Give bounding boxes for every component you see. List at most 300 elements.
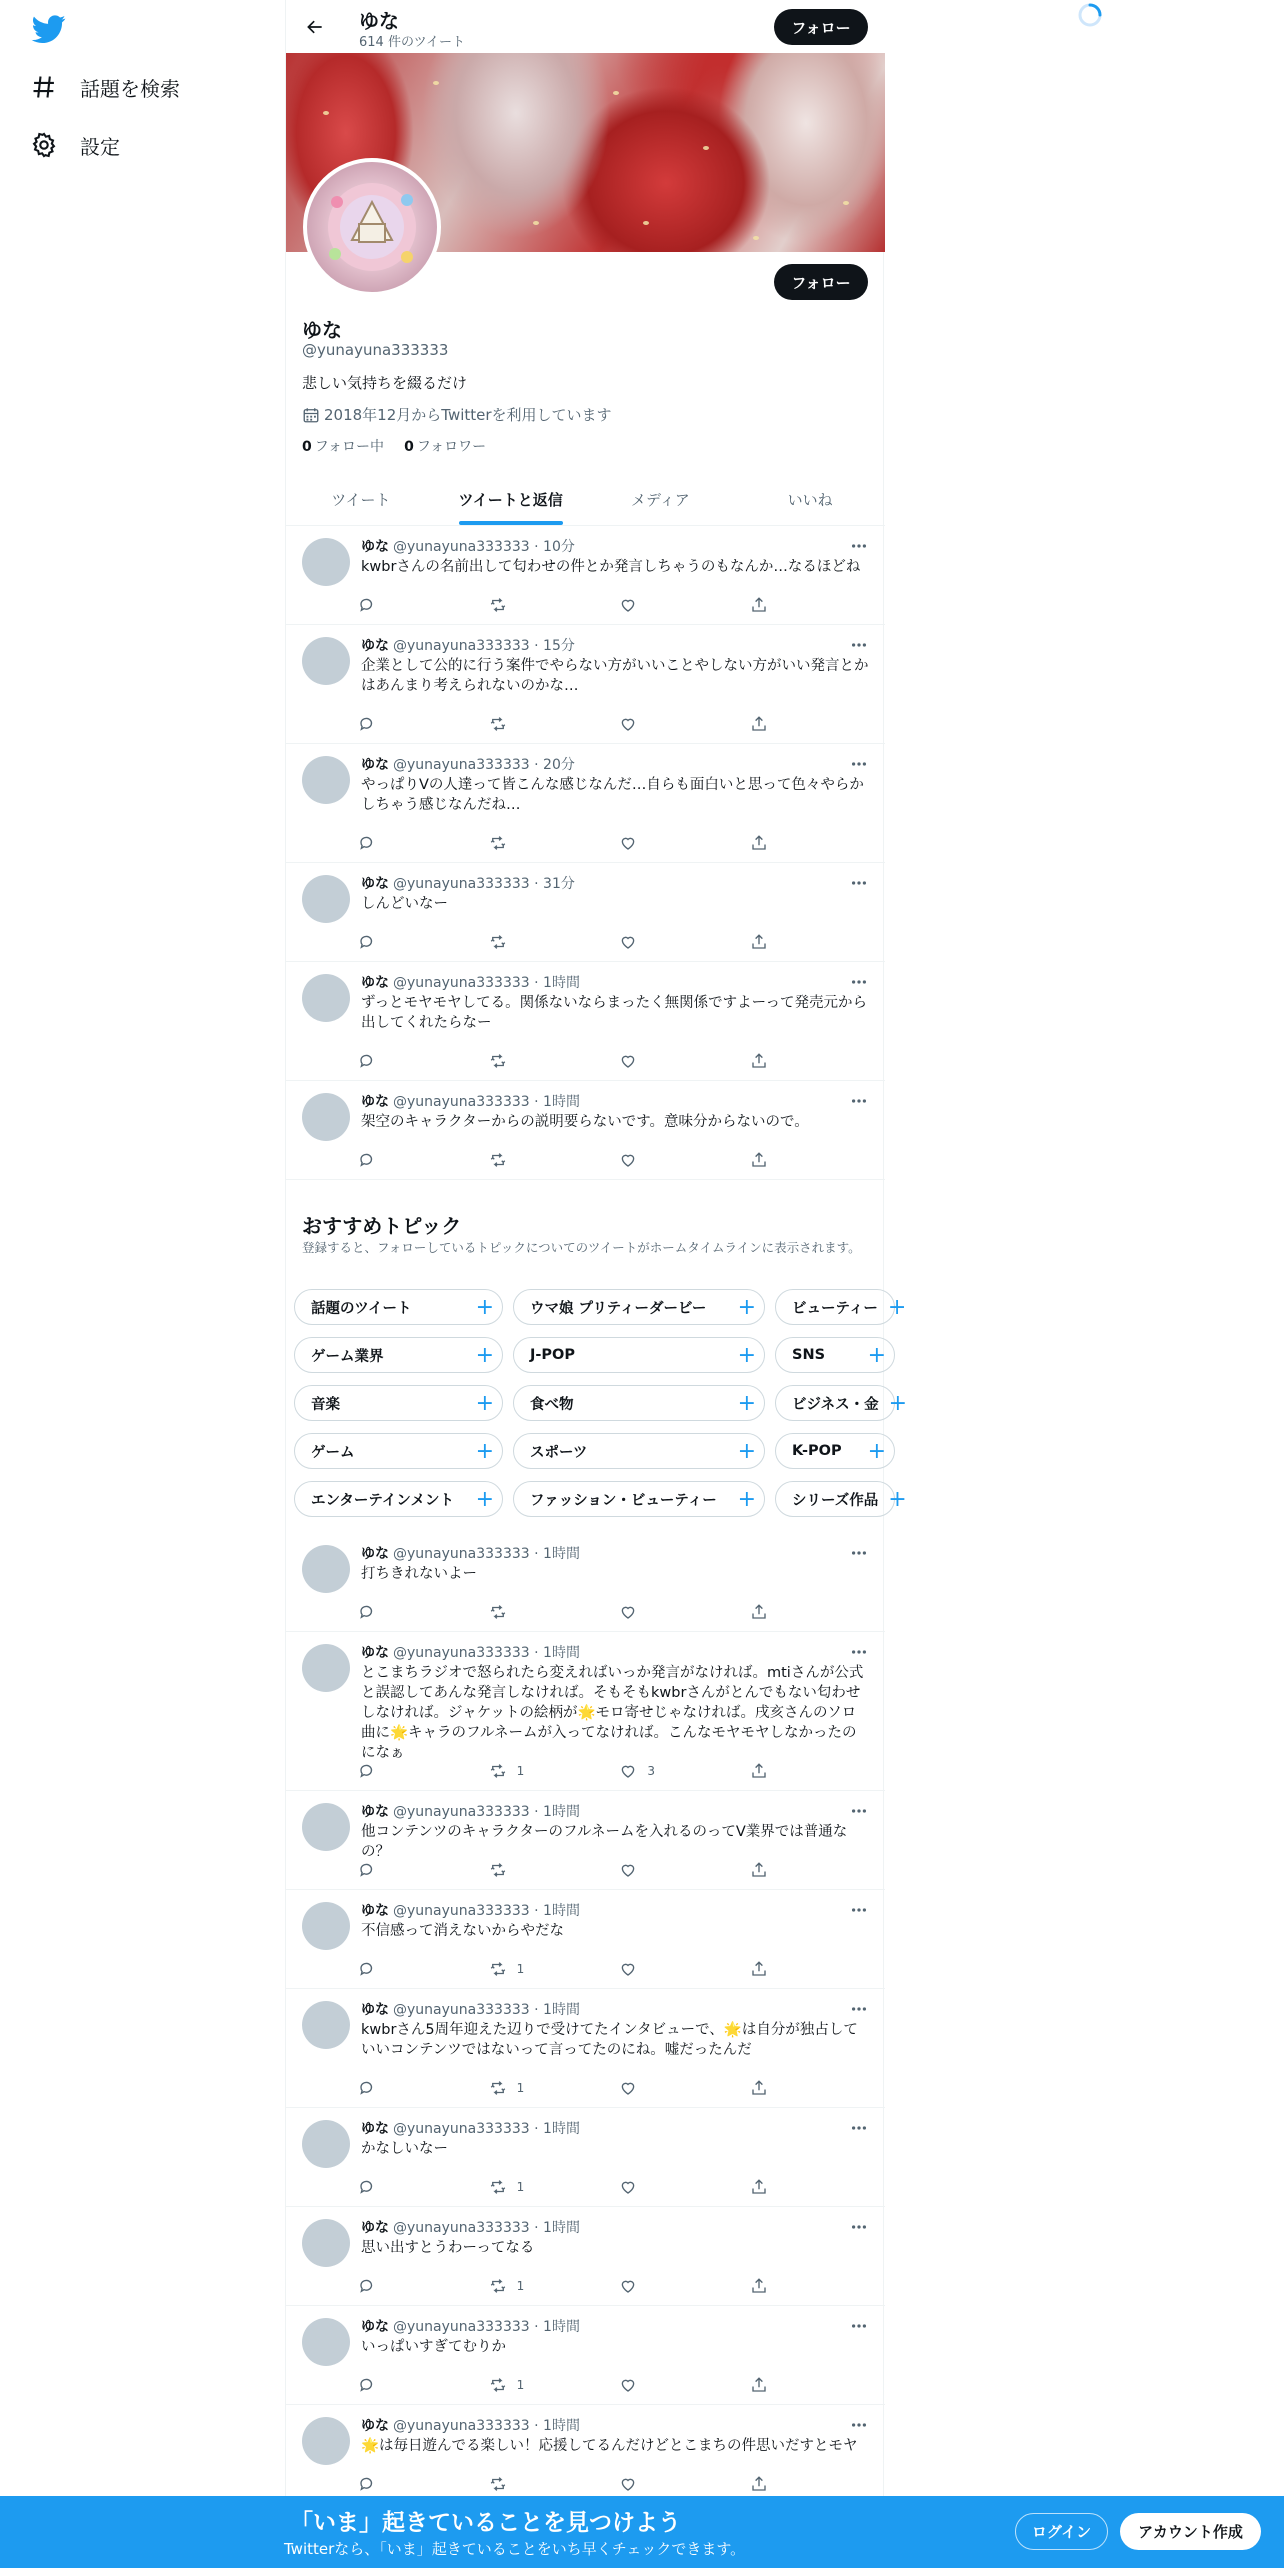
tweet-text: しんどいなー [361,896,448,912]
tweet[interactable] [286,962,885,1081]
reply-button[interactable] [358,1960,489,1978]
retweet-icon [489,834,517,852]
share-icon [750,1052,778,1070]
tweet-time[interactable]: 1時間 [543,975,580,991]
retweet-button[interactable] [489,715,620,733]
twitter-logo-icon[interactable] [32,12,66,46]
tweet-separator: · [529,2220,544,2236]
tweet-separator: · [529,1546,544,1562]
tweet-avatar[interactable] [302,2120,350,2168]
topic-chip[interactable] [513,1289,765,1325]
signup-banner-subtitle: Twitterなら、「いま」起きていることをいち早くチェックできます。 [284,2540,746,2558]
like-button[interactable] [619,1762,750,1780]
tweet[interactable] [286,2207,885,2306]
tweet[interactable] [286,1632,885,1791]
tweet-author-handle[interactable]: @yunayuna333333 [393,975,530,991]
like-button[interactable] [619,834,750,852]
tweet-separator: · [529,1645,544,1661]
tweet[interactable] [286,863,885,962]
share-icon [750,2277,778,2295]
tweet-actions [358,1603,778,1621]
tweet[interactable] [286,1791,885,1890]
reply-icon [358,1960,386,1978]
profile-avatar[interactable] [303,158,441,296]
retweet-icon [489,1052,517,1070]
heart-icon [619,933,647,951]
retweet-button[interactable] [489,1762,620,1780]
share-button[interactable] [750,834,778,852]
reply-button[interactable] [358,1052,489,1070]
retweet-icon [489,596,517,614]
retweet-icon [489,1151,517,1169]
topic-chip[interactable] [294,1481,503,1517]
topic-chip[interactable] [775,1433,895,1469]
reply-button[interactable] [358,834,489,852]
tweet-author-name[interactable]: ゆな [361,2220,389,2236]
topic-chip[interactable] [513,1433,765,1469]
tweet-text: かなしいなー [361,2141,448,2157]
tweet-time[interactable]: 1時間 [543,2121,580,2137]
reply-button[interactable] [358,2376,489,2394]
tweet-time[interactable]: 1時間 [543,1804,580,1820]
share-icon [750,1151,778,1169]
retweet-button[interactable] [489,1960,620,1978]
retweet-button[interactable] [489,1151,620,1169]
retweet-button[interactable] [489,1052,620,1070]
reply-icon [358,2277,386,2295]
topic-chip-label: ビューティー [792,1300,878,1317]
tweet-avatar[interactable] [302,1644,350,1692]
tweet-actions [358,1151,778,1169]
topic-chip[interactable] [294,1337,503,1373]
share-button[interactable] [750,1052,778,1070]
like-button[interactable] [619,2079,750,2097]
more-options-icon[interactable] [849,2217,869,2237]
following-link[interactable] [302,436,384,456]
tweet[interactable] [286,2405,885,2504]
retweet-button[interactable] [489,2376,620,2394]
topics-subtitle: 登録すると、フォローしているトピックについてのツイートがホームタイムラインに表示されます。 [302,1240,861,1255]
like-button[interactable] [619,933,750,951]
share-button[interactable] [750,2277,778,2295]
tweet-feed-bottom [286,1533,885,2504]
share-icon [750,834,778,852]
topic-chip[interactable] [513,1481,765,1517]
following-label: フォロー中 [314,439,385,455]
topic-chip[interactable] [294,1289,503,1325]
reply-icon [358,715,386,733]
reply-icon [358,2376,386,2394]
tweet-time[interactable]: 15分 [543,638,575,654]
tweet-header [361,1543,580,1563]
retweet-button[interactable] [489,2079,620,2097]
tab-tweets-and-replies[interactable]: ツイートと返信 [436,473,586,525]
tweet-avatar[interactable] [302,2219,350,2267]
tab-media[interactable]: メディア [630,490,690,509]
tweet-time[interactable]: 1時間 [543,2418,580,2434]
like-button[interactable] [619,1603,750,1621]
share-button[interactable] [750,1960,778,1978]
tweet[interactable] [286,2306,885,2405]
retweet-icon [489,1861,517,1879]
profile-tabs [286,473,885,526]
tweet[interactable] [286,1989,885,2108]
tweet-header [361,635,575,655]
tweet-author-name[interactable]: ゆな [361,2319,389,2335]
topic-chip-label: 音楽 [311,1396,340,1413]
retweet-button[interactable] [489,2277,620,2295]
login-button[interactable]: ログイン [1015,2513,1108,2550]
share-button[interactable] [750,1603,778,1621]
sidebar-item-settings[interactable] [30,125,120,165]
tweet-time[interactable]: 1時間 [543,2002,580,2018]
tweet-author-handle[interactable]: @yunayuna333333 [393,638,530,654]
share-icon [750,2079,778,2097]
tweet[interactable] [286,744,885,863]
like-button[interactable] [619,1861,750,1879]
more-options-icon[interactable] [849,2316,869,2336]
more-options-icon[interactable] [849,536,869,556]
retweet-count: 1 [516,2279,525,2293]
tweet-separator: · [529,1094,544,1110]
like-button[interactable] [619,1052,750,1070]
plus-icon: + [737,1294,756,1320]
tweet-actions [358,596,778,614]
reply-button[interactable] [358,596,489,614]
reply-button[interactable] [358,2178,489,2196]
tweet-text: 他コンテンツのキャラクターのフルネームを入れるのってV業界では普通なの？ [361,1824,848,1860]
tweet-author-handle[interactable]: @yunayuna333333 [393,1903,530,1919]
reply-icon [358,1603,386,1621]
tweet-actions [358,834,778,852]
retweet-button[interactable] [489,1861,620,1879]
tweet[interactable] [286,2108,885,2207]
retweet-count: 1 [516,1962,525,1976]
tweet-time[interactable]: 1時間 [543,1546,580,1562]
follow-stats [302,436,506,456]
share-button[interactable] [750,1762,778,1780]
avatar-image [307,162,437,292]
topic-chip[interactable] [775,1289,907,1325]
tweet-separator: · [529,757,544,773]
tweet-time[interactable]: 1時間 [543,1645,580,1661]
tweet-author-name[interactable]: ゆな [361,1804,389,1820]
tweet-author-name[interactable]: ゆな [361,1546,389,1562]
tweet-author-handle[interactable]: @yunayuna333333 [393,876,530,892]
reply-button[interactable] [358,2475,489,2493]
topic-chip-label: ウマ娘 プリティーダービー [530,1300,707,1317]
heart-icon [619,2475,647,2493]
tweet-text: ずっとモヤモヤしてる。関係ないならまったく無関係ですよーって発売元から出してくれたらなー [361,995,868,1031]
share-button[interactable] [750,715,778,733]
tweet-time[interactable]: 20分 [543,757,575,773]
retweet-icon [489,2376,517,2394]
reply-button[interactable] [358,1151,489,1169]
heart-icon [619,834,647,852]
profile-handle: @yunayuna333333 [302,341,449,359]
more-options-icon[interactable] [849,1801,869,1821]
retweet-button[interactable] [489,2475,620,2493]
retweet-button[interactable] [489,596,620,614]
tweet-header [361,1801,580,1821]
more-options-icon[interactable] [849,972,869,992]
share-button[interactable] [750,2079,778,2097]
share-icon [750,1762,778,1780]
share-button[interactable] [750,2376,778,2394]
tweet-author-handle[interactable]: @yunayuna333333 [393,1804,530,1820]
tweet-author-handle[interactable]: @yunayuna333333 [393,539,530,555]
profile-bio: 悲しい気持ちを綴るだけ [302,374,468,392]
tweet-time[interactable]: 1時間 [543,2319,580,2335]
retweet-button[interactable] [489,834,620,852]
tweet-author-name[interactable]: ゆな [361,757,389,773]
more-options-icon[interactable] [849,1543,869,1563]
arrow-left-icon [305,17,325,37]
tweet-header [361,1091,580,1111]
retweet-button[interactable] [489,2178,620,2196]
tweet-author-handle[interactable]: @yunayuna333333 [393,2418,530,2434]
back-button[interactable] [300,12,330,42]
followers-link[interactable] [404,436,486,456]
topic-chip[interactable] [294,1433,503,1469]
tweet-author-handle[interactable]: @yunayuna333333 [393,1645,530,1661]
tweet-avatar[interactable] [302,875,350,923]
tweet-avatar[interactable] [302,637,350,685]
tab-likes[interactable]: いいね [787,490,833,509]
tweet-avatar[interactable] [302,538,350,586]
tweet-separator: · [529,2418,544,2434]
tweet-time[interactable]: 1時間 [543,1903,580,1919]
more-options-icon[interactable] [849,2415,869,2435]
more-options-icon[interactable] [849,873,869,893]
tweet-time[interactable]: 31分 [543,876,575,892]
more-options-icon[interactable] [849,1091,869,1111]
tweet-actions [358,2277,778,2295]
tweet-actions [358,2178,778,2196]
heart-icon [619,715,647,733]
more-options-icon[interactable] [849,635,869,655]
sidebar-item-explore[interactable] [30,67,180,107]
like-button[interactable] [619,2178,750,2196]
share-icon [750,715,778,733]
tweet-separator: · [529,1804,544,1820]
like-button[interactable] [619,596,750,614]
tweet-text: 不信感って消えないからやだな [361,1923,564,1939]
tweet-header [361,873,575,893]
reply-button[interactable] [358,1861,489,1879]
profile-timeline [285,0,908,2568]
topic-chip-row [294,1385,908,1421]
plus-icon: + [737,1438,756,1464]
followers-label: フォロワー [416,439,487,455]
tweet-avatar[interactable] [302,2318,350,2366]
reply-button[interactable] [358,1603,489,1621]
tweet[interactable] [286,1081,885,1180]
heart-icon [619,596,647,614]
tweet-avatar[interactable] [302,2001,350,2049]
tweet-avatar[interactable] [302,1803,350,1851]
tweet-author-name[interactable]: ゆな [361,2418,389,2434]
plus-icon: + [737,1342,756,1368]
tweet-author-name[interactable]: ゆな [361,2121,389,2137]
tweet[interactable] [286,1533,885,1632]
following-count: 0 [302,439,312,455]
tweet[interactable] [286,526,885,625]
plus-icon: + [737,1486,756,1512]
reply-icon [358,2178,386,2196]
tweet[interactable] [286,625,885,744]
topic-chip[interactable] [775,1337,895,1373]
tweet-author-name[interactable]: ゆな [361,539,389,555]
tweet-actions [358,2475,778,2493]
tweet-actions [358,2376,778,2394]
more-options-icon[interactable] [849,754,869,774]
retweet-icon [489,2475,517,2493]
plus-icon: + [475,1390,494,1416]
tweet-author-name[interactable]: ゆな [361,1094,389,1110]
topic-chip[interactable] [294,1385,503,1421]
tweet-author-name[interactable]: ゆな [361,2002,389,2018]
tweet-text: kwbrさんの名前出して匂わせの件とか発言しちゃうのもなんか…なるほどね [361,559,861,575]
reply-icon [358,596,386,614]
plus-icon: + [867,1342,886,1368]
tweet-header [361,2118,580,2138]
topic-chip-label: 食べ物 [530,1396,574,1413]
reply-button[interactable] [358,933,489,951]
signup-button[interactable]: アカウント作成 [1120,2513,1261,2550]
tweet-author-handle[interactable]: @yunayuna333333 [393,2319,530,2335]
signup-banner-title: 「いま」起きていることを見つけよう [290,2510,681,2536]
tweet-author-handle[interactable]: @yunayuna333333 [393,757,530,773]
tweet-separator: · [529,2319,544,2335]
like-button[interactable] [619,2376,750,2394]
tweet-avatar[interactable] [302,974,350,1022]
more-options-icon[interactable] [849,1900,869,1920]
tweet-author-handle[interactable]: @yunayuna333333 [393,1546,530,1562]
tweet-header [361,754,575,774]
tweet-avatar[interactable] [302,1545,350,1593]
hashtag-icon [30,73,58,101]
topic-chip[interactable] [775,1481,907,1517]
topic-chip-row [294,1337,894,1373]
more-options-icon[interactable] [849,1999,869,2019]
plus-icon: + [475,1438,494,1464]
topic-chip-row [294,1481,907,1517]
reply-button[interactable] [358,2079,489,2097]
reply-button[interactable] [358,1762,489,1780]
share-button[interactable] [750,933,778,951]
tweet-author-handle[interactable]: @yunayuna333333 [393,1094,530,1110]
tweet-avatar[interactable] [302,756,350,804]
tweet-text: 🌟は毎日遊んでる楽しい！応援してるんだけどとこまちの件思いだすとモヤ [361,2438,858,2454]
more-options-icon[interactable] [849,2118,869,2138]
topic-chip[interactable] [775,1385,908,1421]
tweet-author-handle[interactable]: @yunayuna333333 [393,2220,530,2236]
share-button[interactable] [750,2475,778,2493]
retweet-count: 1 [516,2180,525,2194]
reply-icon [358,1052,386,1070]
tweet-separator: · [529,876,544,892]
header-name: ゆな [359,9,399,33]
tweet-actions [358,933,778,951]
retweet-icon [489,933,517,951]
retweet-button[interactable] [489,1603,620,1621]
profile-name: ゆな [302,318,342,342]
share-button[interactable] [750,1861,778,1879]
tweet-author-handle[interactable]: @yunayuna333333 [393,2121,530,2137]
tweet-author-name[interactable]: ゆな [361,876,389,892]
retweet-count: 1 [516,2081,525,2095]
tweet[interactable] [286,1890,885,1989]
topic-chip-label: ファッション・ビューティー [530,1492,717,1509]
tweet-separator: · [529,1903,544,1919]
like-button[interactable] [619,1960,750,1978]
topic-chip[interactable] [513,1385,765,1421]
share-button[interactable] [750,1151,778,1169]
reply-icon [358,933,386,951]
tweet-time[interactable]: 1時間 [543,1094,580,1110]
share-button[interactable] [750,596,778,614]
like-button[interactable] [619,2475,750,2493]
topic-chip-label: エンターテインメント [311,1492,454,1509]
topic-suggestions [286,1198,908,1533]
tweet-header [361,2415,580,2435]
tweet-author-name[interactable]: ゆな [361,975,389,991]
tweet-text: 思い出すとうわーってなる [361,2240,535,2256]
topic-chip-label: ゲーム業界 [311,1348,384,1365]
like-button[interactable] [619,715,750,733]
reply-button[interactable] [358,2277,489,2295]
topic-chip-label: K-POP [792,1443,842,1459]
reply-button[interactable] [358,715,489,733]
tweet-actions [358,1960,778,1978]
topic-chip-label: J-POP [530,1347,575,1363]
tweet-avatar[interactable] [302,2417,350,2465]
followers-count: 0 [404,439,414,455]
tab-tweets[interactable]: ツイート [331,490,391,509]
like-button[interactable] [619,1151,750,1169]
share-icon [750,2475,778,2493]
tweet-author-name[interactable]: ゆな [361,638,389,654]
gear-icon [30,131,58,159]
plus-icon: + [887,1294,907,1320]
heart-icon [619,1861,647,1879]
tweet-author-name[interactable]: ゆな [361,1645,389,1661]
tweet-time[interactable]: 10分 [543,539,575,555]
share-button[interactable] [750,2178,778,2196]
tweet-author-handle[interactable]: @yunayuna333333 [393,2002,530,2018]
like-button[interactable] [619,2277,750,2295]
more-options-icon[interactable] [849,1642,869,1662]
tweet-separator: · [529,2002,544,2018]
tweet-avatar[interactable] [302,1093,350,1141]
tweet-avatar[interactable] [302,1902,350,1950]
tweet-text: 打ちきれないよー [361,1566,477,1582]
topic-chip[interactable] [513,1337,765,1373]
tweet-time[interactable]: 1時間 [543,2220,580,2236]
heart-icon [619,2277,647,2295]
reply-icon [358,1861,386,1879]
sidebar-item-label: 設定 [80,134,120,159]
retweet-button[interactable] [489,933,620,951]
tweet-author-name[interactable]: ゆな [361,1903,389,1919]
profile-follow-button[interactable]: フォロー [774,264,868,300]
sidebar-item-label: 話題を検索 [80,76,180,101]
retweet-count: 1 [516,1764,525,1778]
tweet-header [361,972,580,992]
reply-icon [358,1151,386,1169]
header-follow-button[interactable]: フォロー [774,9,868,45]
